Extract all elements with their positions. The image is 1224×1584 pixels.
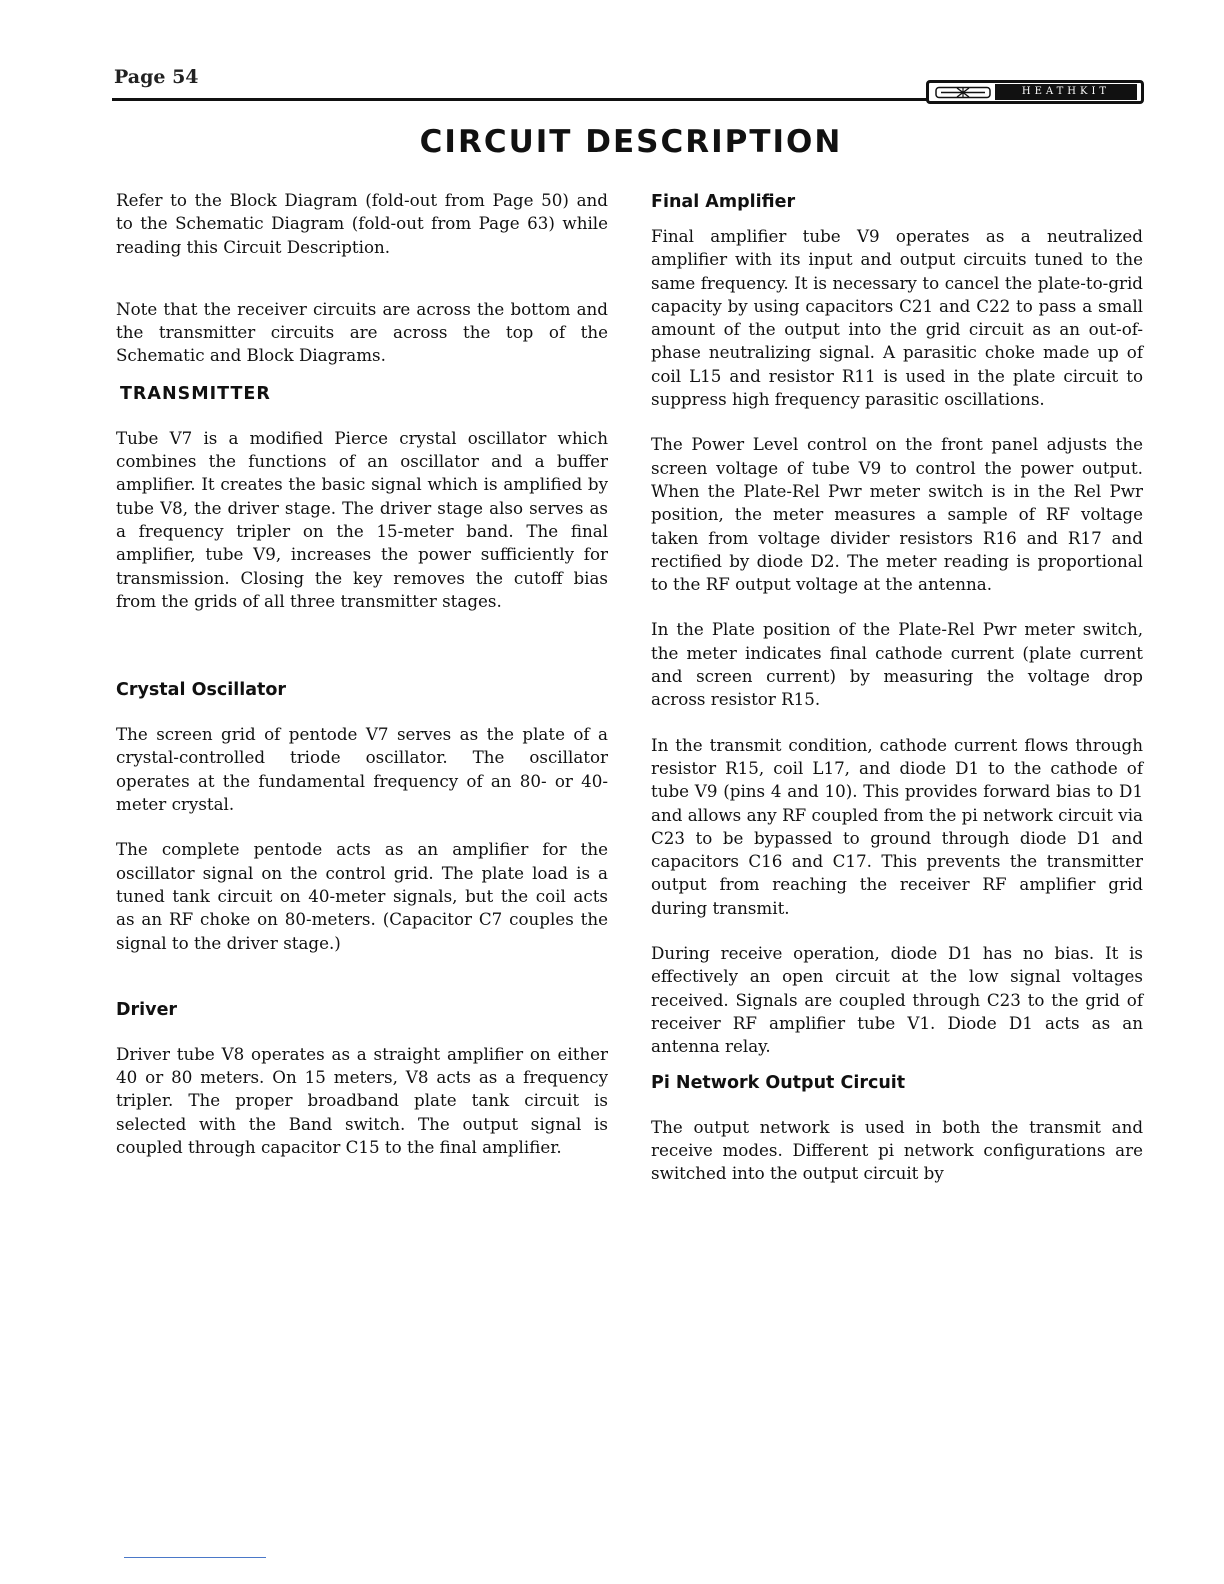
header-rule (112, 98, 928, 101)
final-paragraph-1: Final amplifier tube V9 operates as a neutralized amplifier with its input and output circuits tuned to the same frequency. It is necessary to cancel the plate-to-grid capacity by using capacitors C21 and C22 to pass a small amount of the output into the grid circuit as an out-of-phase neutralizing signal. A parasitic choke made up of coil L15 and resistor R11 is used in the plate circuit to suppress high frequency parasitic oscillations. (651, 226, 1143, 410)
page-number: Page 54 (114, 66, 199, 88)
transmitter-paragraph: Tube V7 is a modified Pierce crystal oscillator which combines the functions of an oscillator and a buffer amplifier. It creates the basic signal which is amplified by tube V8, the driver stage. The driver stage also serves as a frequency tripler on the 15-meter band. The final amplifier, tube V9, increases the power sufficiently for transmission. Closing the key removes the cutoff bias from the grids of all three transmitter stages. (116, 427, 608, 611)
crystal-paragraph-1: The screen grid of pentode V7 serves as the plate of a crystal-controlled triode oscillator. The oscillator operates at the fundamental frequency of an 80- or 40-meter crystal. (116, 724, 608, 815)
pi-network-paragraph: The output network is used in both the transmit and receive modes. Different pi network configurations are switched into the output circuit by (651, 1116, 1143, 1184)
pi-network-heading: Pi Network Output Circuit (651, 1072, 906, 1093)
crystal-paragraph-2: The complete pentode acts as an amplifier for the oscillator signal on the control grid. The plate load is a tuned tank circuit on 40-meter signals, but the coil acts as an RF choke on 80-meters. (Capacitor C7 couples the signal to the driver stage.) (116, 839, 608, 953)
heathkit-logo-icon (935, 86, 991, 99)
heathkit-logo (926, 80, 1144, 104)
page-title: CIRCUIT DESCRIPTION (419, 124, 843, 160)
final-paragraph-4: In the transmit condition, cathode current flows through resistor R15, coil L17, and diode D1 to the cathode of tube V9 (pins 4 and 10). This provides forward bias to D1 and allows any RF coupled from the pi network circuit via C23 to be bypassed to ground through diode D1 and capacitors C16 and C17. This prevents the transmitter output from reaching the receiver RF amplifier grid during transmit. (651, 734, 1143, 918)
right-column (651, 189, 1143, 1185)
brand-name: HEATHKIT (995, 84, 1137, 100)
driver-heading: Driver (116, 999, 178, 1020)
left-column (116, 189, 608, 1159)
final-amplifier-heading: Final Amplifier (651, 192, 796, 212)
driver-paragraph: Driver tube V8 operates as a straight amplifier on either 40 or 80 meters. On 15 meters, V8 acts as a frequency tripler. The proper broadband plate tank circuit is selected with the Band switch. The output signal is coupled through capacitor C15 to the final amplifier. (116, 1043, 608, 1158)
crystal-oscillator-heading: Crystal Oscillator (116, 680, 287, 701)
final-paragraph-3: In the Plate position of the Plate-Rel Pwr meter switch, the meter indicates final cathode current (plate current and screen current) by measuring the voltage drop across resistor R15. (651, 619, 1143, 710)
final-paragraph-2: The Power Level control on the front panel adjusts the screen voltage of tube V9 to control the power output. When the Plate-Rel Pwr meter switch is in the Rel Pwr position, the meter measures a sample of RF voltage taken from voltage divider resistors R16 and R17 and rectified by diode D2. The meter reading is proportional to the RF output voltage at the antenna. (651, 434, 1143, 595)
intro-paragraph-2: Note that the receiver circuits are across the bottom and the transmitter circuits are across the top of the Schematic and Block Diagrams. (116, 298, 608, 366)
transmitter-heading: TRANSMITTER (120, 383, 271, 404)
final-paragraph-5: During receive operation, diode D1 has no bias. It is effectively an open circuit at the low signal voltages received. Signals are coupled through C23 to the grid of receiver RF amplifier tube V1. Diode D1 acts as an antenna relay. (651, 943, 1143, 1057)
footer-line (124, 1557, 266, 1558)
intro-paragraph-1: Refer to the Block Diagram (fold-out from Page 50) and to the Schematic Diagram (fold-out from Page 63) while reading this Circuit Description. (116, 190, 608, 257)
